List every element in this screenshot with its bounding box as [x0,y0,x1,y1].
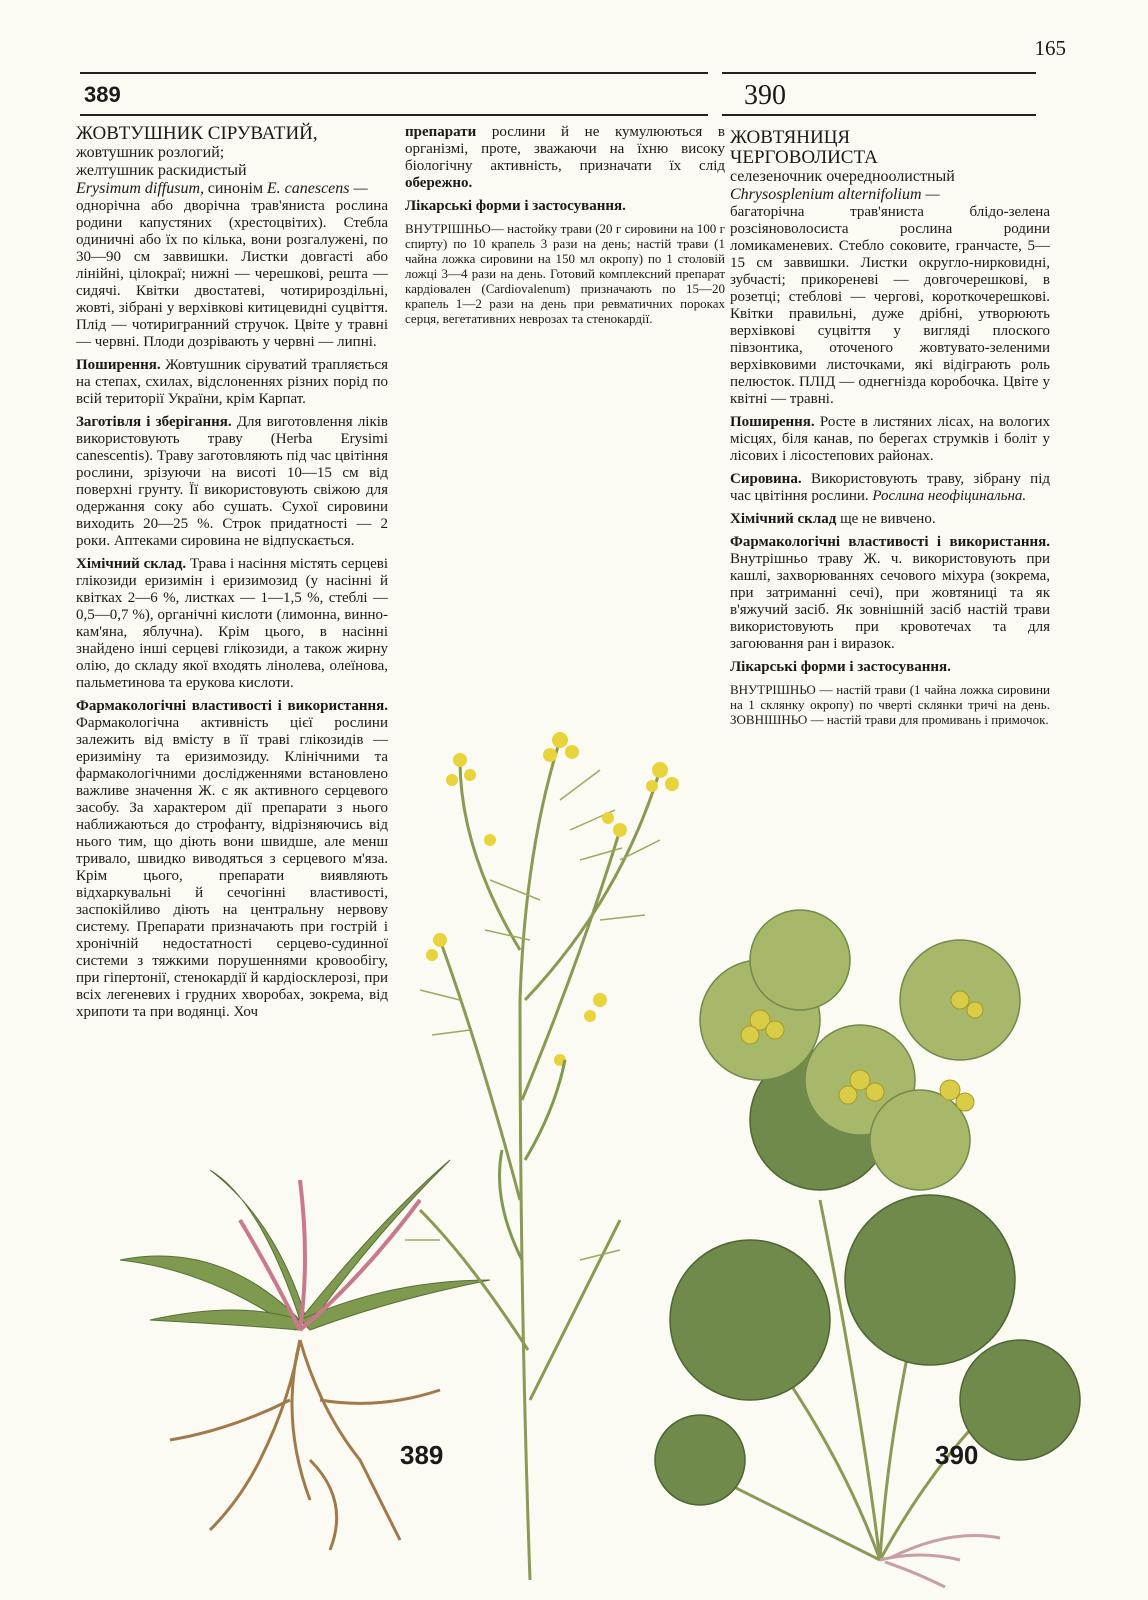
entry-390-raw-note: Рослина неофіцинальна. [872,488,1027,504]
entry-390-distribution: Росте в листяних лісах, на вологих місцях, біля канав, по берегах струмків і боліт у лісових і лісостепових районах. [730,414,1051,464]
entry-390-synonym: селезеночник очередноолистный [730,168,955,185]
entry-390-chem-heading: Хімічний склад [730,511,837,527]
entry-389-forms-heading: Лікарські форми і застосування. [405,198,626,214]
entry-390-raw: Використовують траву, зібрану під час цвітіння рослини. [730,471,1050,504]
entry-390-forms-heading: Лікарські форми і застосування. [730,659,951,675]
entry-389-distribution: Жовтушник сіруватий трапляється на степах, схилах, відслоненнях різних порід по всій території України, крім Карпат. [76,357,389,407]
entry-390-raw-heading: Сировина. [730,471,802,487]
entry-389-synonym-2: желтушник раскидистый [76,162,247,179]
entry-number-389: 389 [84,82,121,107]
entry-389-pharm-heading: Фармакологічні властивості і використання. [76,698,388,714]
entry-389-harvest-heading: Заготівля і зберігання. [76,414,232,430]
subheader-rule-left [80,114,708,116]
entry-389-synonym-1: жовтушник розлогий; [76,144,225,161]
entry-389-latin-syn: E. canescens — [266,180,368,197]
entry-389-pharm-bold-2: обережно. [405,175,473,191]
entry-390-title-line-2: ЧЕРГОВОЛИСТА [730,147,878,168]
entry-389-forms: ВНУТРІШНЬО— настойку трави (20 г сировини на 100 г спирту) по 10 крапель 3 рази на день; настій трави (1 чайна ложка сировини на 150 мл окропу) по 1 столовій ложці 3—4 рази на день. Готовий комплексний препарат кардіовален (Cardiovalenum) призначають по 15—20 крапель 1—2 рази на день при ревматичних пороках серця, вегетативних неврозах та стенокардії. [405,221,725,326]
entry-389-title: ЖОВТУШНИК СІРУВАТИЙ, [76,123,318,144]
entry-389-harvest: Для виготовлення ліків використовують траву (Herba Erysimi canescentis). Траву заготовляють під час цвітіння рослини, зрізуючи на висоті 10—15 см від поверхні грунту. Її використовують свіжою для одержання соку або сушать. Сухої сировини виходить 20—25 %. Строк придатності — 2 роки. Аптеками сировина не відпускається. [76,414,389,549]
entry-390-forms: ВНУТРІШНЬО — настій трави (1 чайна ложка сировини на 1 склянку окропу) по чверті склянки тричі на день. ЗОВНІШНЬО — настій трави для промивань і примочок. [730,682,1050,727]
column-3 [730,128,1050,733]
erysimum-flowers [426,732,679,1066]
header-rule-right [722,72,1036,74]
entry-389-pharm-bold: препарати [405,124,477,140]
entry-390-title-line-1: ЖОВТЯНИЦЯ [730,127,851,148]
entry-389-latin: Erysimum diffusum, [76,180,204,197]
entry-390-distribution-heading: Поширення. [730,414,815,430]
header-rule-left [80,72,708,74]
column-2 [405,124,725,332]
subheader-rule-right [722,114,1036,116]
entry-389-latin-syn-word: синонім [207,180,264,197]
erysimum-main-stems [420,740,660,1580]
entry-389-pharm-tail: рослини й не кумулюються в організмі, проте, зважаючи на їхню високу біологічну активність, призначати їх слід [405,124,726,174]
entry-389-chem-heading: Хімічний склад. [76,556,187,572]
entry-390-pharm: Внутрішньо траву Ж. ч. використовують при кашлі, захворюваннях сечового міхура (зокрема, при затриманні сечі), при жовтяниці та як в'яжучий засіб. Як зовнішній засіб настій трави використовують при кровотечах та для загоювання ран і виразок. [730,551,1050,652]
entry-389-distribution-heading: Поширення. [76,357,161,373]
entry-389-chem: Трава і насіння містять серцеві глікозиди еризимін і еризимозид (у насінні й квітках 2—6 %, листках — 1—1,5 %, стеблі — 0,5—0,7 %), органічні кислоти (лимонна, винно-кам'яна, яблучна). Крім цього, в насінні знайдено інші серцеві глікозиди, а також жирну олію, до складу якої входять лінолева, олеїнова, пальметинова та ерукова кислоти. [76,556,389,691]
chrysosplenium-plant-drawing [655,910,1080,1587]
figure-label-390: 390 [935,1440,979,1470]
entry-390-latin: Chrysosplenium alternifolium — [730,186,940,203]
entry-389-pharm: Фармакологічна активність цієї рослини залежить від вмісту в її траві глікозидів — еризиміну та еризимозиду. Клінічними та фармакологічними дослідженнями встановлено важливе значення Ж. с як активного серцевого засобу. За характером дії препарати з нього наближаються до строфанту, відрізняючись від нього тим, що діють вони швидше, але менш тривало, швидко виводяться з серцевого м'яза. Крім цього, препарати виявляють відхаркувальні й сечогінні властивості, заспокійливо діють на центральну нервову систему. Препарати призначають при гострій і хронічній недостатності серцево-судинної системи з тяжкими порушеннями кровообігу, при гіпертонії, стенокардії й кардіосклерозі, при всіх легеневих і грудних хворобах, зокрема, від хрипоти та при водянці. Хоч [76,715,388,1020]
entry-389-description: однорічна або дворічна трав'яниста рослина родини капустяних (хрестоцвітих). Стебла одиничні або їх по кілька, вони розгалужені, по 30—90 см заввишки. Листки довгасті або лінійні, цілокраї; нижні — черешкові, решта — сидячі. Квітки двостатеві, чотирироздільні, жовті, зібрані у верхівкові китицевидні суцвіття. Плід — чотиригранний стручок. Цвіте у травні — червні. Плоди дозрівають у червні — липні. [76,198,388,350]
entry-390-pharm-heading: Фармакологічні властивості і використання. [730,534,1050,550]
erysimum-pods [405,770,660,1260]
entry-number-390: 390 [744,80,786,111]
entry-390-description: багаторічна трав'яниста блідо-зелена розсіяноволосиста рослина родини ломикаменевих. Стебло соковите, гранчасте, 5—15 см заввишки. Листки округло-нирковидні, зубчасті; прикореневі — довгочерешкові, в розетці; стеблові — чергові, короткочерешкові. Квітки правильні, дуже дрібні, утворюють верхівкові суцвіття у вигляді плоского півзонтика, оточеного жовтувато-зеленими верхівковими листочками, які відіграють роль пелюсток. ПЛІД — однегнізда коробочка. Цвіте у квітні — травні. [730,204,1050,407]
page-number: 165 [1034,36,1066,60]
chrysosplenium-roots [880,1536,1000,1588]
figure-label-389: 389 [400,1440,444,1470]
entry-390-chem: ще не вивчено. [840,511,936,527]
